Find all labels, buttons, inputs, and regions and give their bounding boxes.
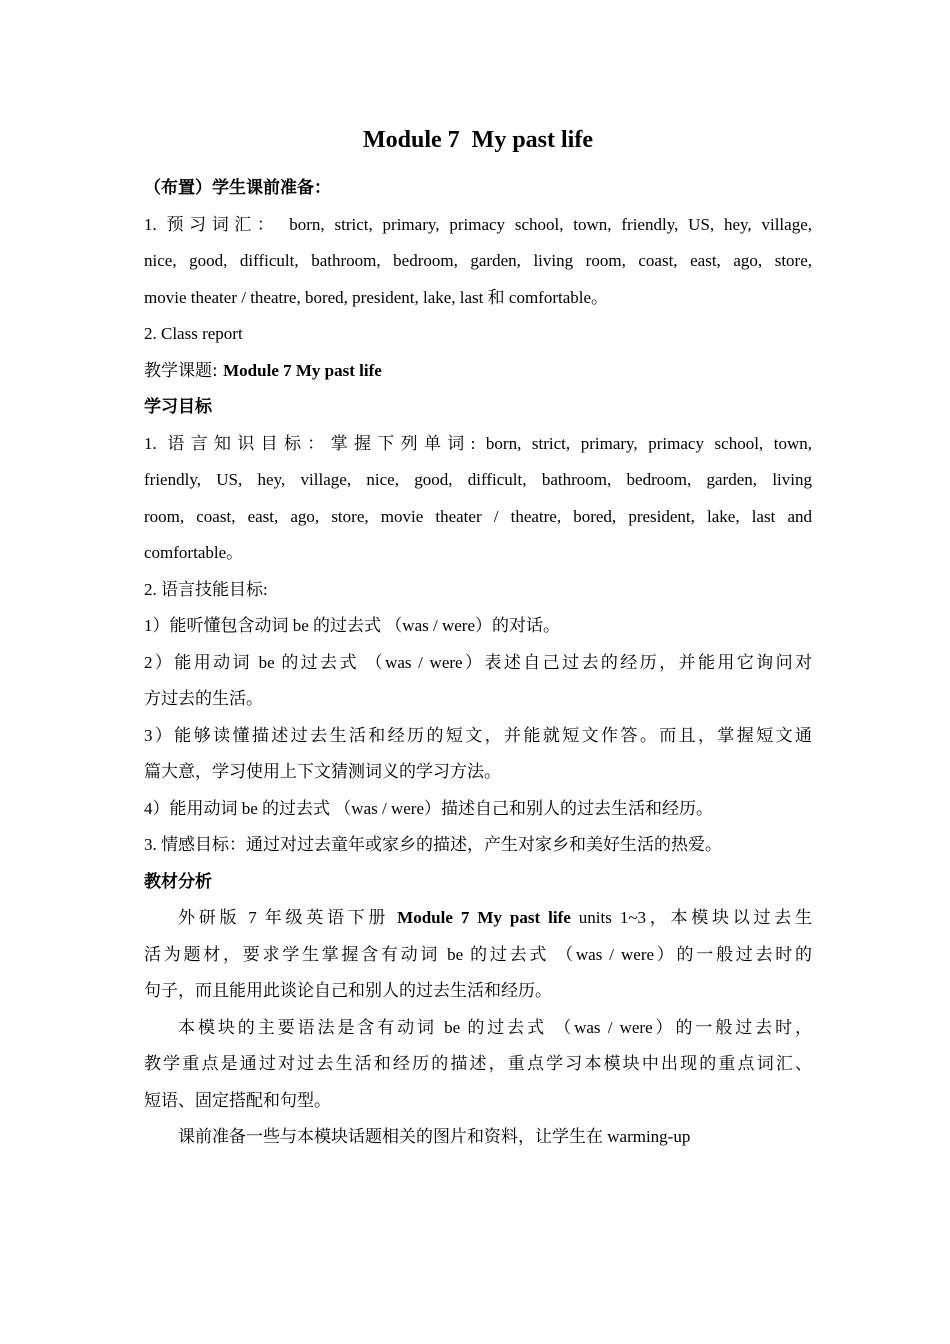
- skill-2-line-1: 2）能用动词 be 的过去式 （was / were）表述自己过去的经历，并能用它询问对: [144, 652, 812, 672]
- skill-3-line-2: 篇大意，学习使用上下文猜测词义的学习方法。: [144, 762, 501, 781]
- analysis-heading: 教材分析: [144, 871, 212, 892]
- analysis-para-1-line-2: 活为题材，要求学生掌握含有动词 be 的过去式 （was / were）的一般过去时的: [144, 944, 812, 964]
- analysis-para-2-line-1: 本模块的主要语法是含有动词 be 的过去式 （was / were）的一般过去时，: [178, 1017, 812, 1037]
- page-title: Module 7 My past life: [363, 127, 593, 153]
- goal-1-line-1: 1. 语言知识目标：掌握下列单词: born, strict, primary, primacy school, town,: [144, 433, 812, 453]
- goal-2: 2. 语言技能目标:: [144, 579, 268, 599]
- analysis-para-1-line-3: 句子，而且能用此谈论自己和别人的过去生活和经历。: [144, 981, 552, 1000]
- topic-line: [144, 353, 812, 390]
- document-page: [144, 120, 812, 1156]
- prep-item-2: 2. Class report: [144, 324, 243, 343]
- prep-item-1-line-2: nice, good, difficult, bathroom, bedroom, garden, living room, coast, east, ago, store,: [144, 251, 812, 270]
- topic-label: 教学课题:: [144, 360, 224, 381]
- analysis-para-2-line-3: 短语、固定搭配和句型。: [144, 1090, 331, 1110]
- para-1-module-name: Module 7 My past life: [397, 908, 571, 927]
- analysis-para-3-line-1: 课前准备一些与本模块话题相关的图片和资料，让学生在 warming-up: [178, 1127, 691, 1146]
- analysis-para-2-line-2: 教学重点是通过对过去生活和经历的描述，重点学习本模块中出现的重点词汇、: [144, 1054, 812, 1073]
- goal-1-line-4: comfortable。: [144, 543, 244, 562]
- prep-item-1-line-3: movie theater / theatre, bored, president, lake, last 和 comfortable。: [144, 287, 609, 307]
- goal-3: 3. 情感目标：通过对过去童年或家乡的描述，产生对家乡和美好生活的热爱。: [144, 835, 722, 854]
- goals-heading: 学习目标: [144, 397, 212, 417]
- skill-4: 4）能用动词 be 的过去式 （was / were）描述自己和别人的过去生活和经历。: [144, 798, 713, 818]
- para-1-text-b: units 1~3，本模块以过去生: [570, 908, 813, 927]
- goal-1-line-2: friendly, US, hey, village, nice, good, difficult, bathroom, bedroom, garden, living: [144, 470, 812, 489]
- prep-item-1-line-1: 1. 预习词汇： born, strict, primary, primacy school, town, friendly, US, hey, village,: [144, 214, 812, 234]
- analysis-para-1-line-1: [144, 900, 812, 937]
- skill-3-line-1: 3）能够读懂描述过去生活和经历的短文，并能就短文作答。而且，掌握短文通: [144, 725, 812, 745]
- topic-value: Module 7 My past life: [223, 360, 382, 380]
- goal-1-line-3: room, coast, east, ago, store, movie theater / theatre, bored, president, lake, last and: [144, 506, 812, 526]
- para-1-text-a: 外研版 7 年级英语下册: [178, 908, 398, 927]
- skill-2-line-2: 方过去的生活。: [144, 689, 263, 708]
- prep-heading: （布置）学生课前准备：: [144, 178, 331, 198]
- skill-1: 1）能听懂包含动词 be 的过去式 （was / were）的对话。: [144, 616, 560, 635]
